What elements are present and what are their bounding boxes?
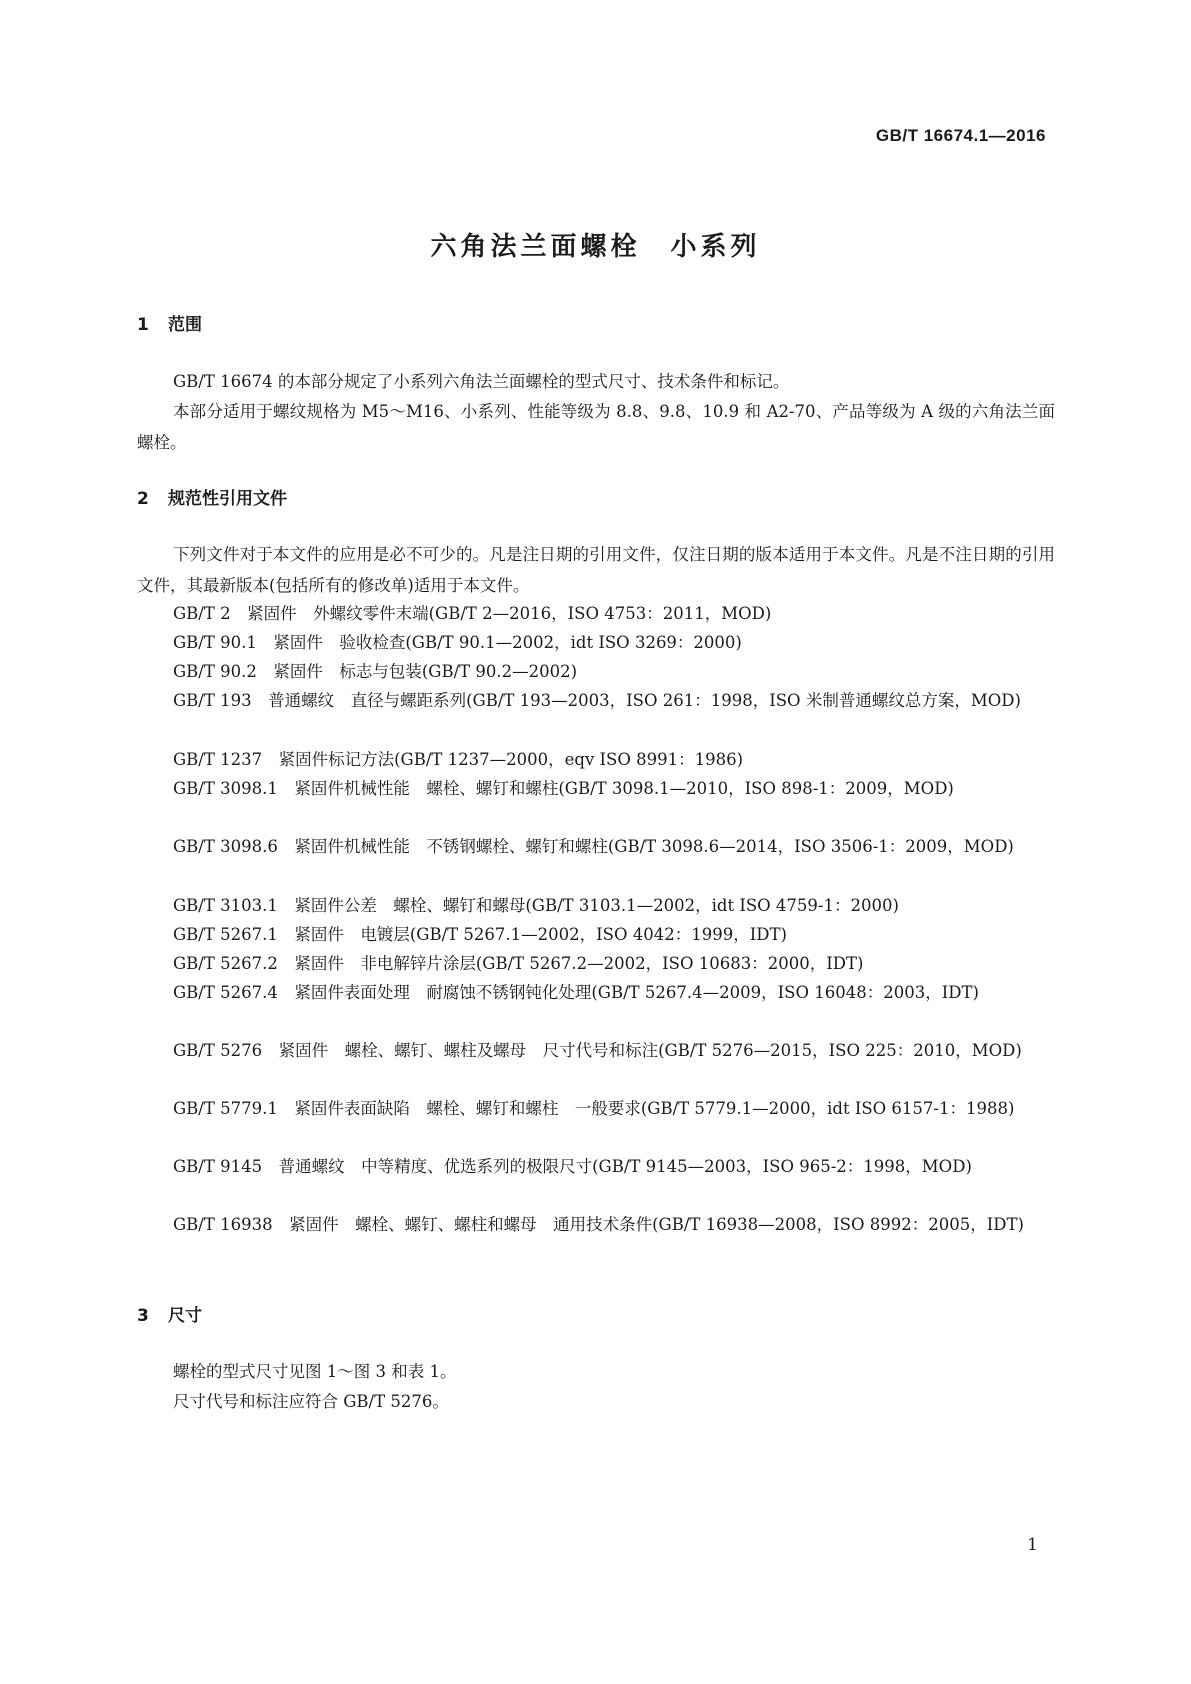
section-number: 2 bbox=[137, 489, 149, 509]
section-heading-dimensions bbox=[137, 1301, 202, 1326]
reference-item: GB/T 5779.1 紧固件表面缺陷 螺栓、螺钉和螺柱 一般要求(GB/T 5779.1—2000，idt ISO 6157-1：1988) bbox=[173, 1099, 1015, 1118]
section-number: 3 bbox=[137, 1306, 149, 1326]
standard-number: GB/T 16674.1—2016 bbox=[875, 126, 1046, 145]
reference-item: GB/T 1237 紧固件标记方法(GB/T 1237—2000，eqv ISO 8991：1986) bbox=[173, 750, 744, 769]
paragraph: 尺寸代号和标注应符合 GB/T 5276。 bbox=[173, 1392, 449, 1411]
reference-item: GB/T 5276 紧固件 螺栓、螺钉、螺柱及螺母 尺寸代号和标注(GB/T 5276—2015，ISO 225：2010，MOD) bbox=[173, 1041, 1022, 1060]
reference-item: GB/T 193 普通螺纹 直径与螺距系列(GB/T 193—2003，ISO 261：1998，ISO 米制普通螺纹总方案，MOD) bbox=[173, 691, 1021, 710]
reference-item: GB/T 16938 紧固件 螺栓、螺钉、螺柱和螺母 通用技术条件(GB/T 16938—2008，ISO 8992：2005，IDT) bbox=[173, 1215, 1024, 1234]
section-heading-scope bbox=[137, 310, 202, 335]
reference-item: GB/T 90.2 紧固件 标志与包装(GB/T 90.2—2002) bbox=[173, 662, 578, 681]
section-title: 规范性引用文件 bbox=[168, 489, 287, 509]
reference-item: GB/T 3098.1 紧固件机械性能 螺栓、螺钉和螺柱(GB/T 3098.1—2010，ISO 898-1：2009，MOD) bbox=[173, 779, 954, 798]
reference-item: GB/T 2 紧固件 外螺纹零件末端(GB/T 2—2016，ISO 4753：2011，MOD) bbox=[173, 604, 772, 623]
reference-item: GB/T 5267.4 紧固件表面处理 耐腐蚀不锈钢钝化处理(GB/T 5267.4—2009，ISO 16048：2003，IDT) bbox=[173, 983, 979, 1002]
section-number: 1 bbox=[137, 315, 149, 335]
reference-item: GB/T 3103.1 紧固件公差 螺栓、螺钉和螺母(GB/T 3103.1—2002，idt ISO 4759-1：2000) bbox=[173, 896, 899, 915]
page-number: 1 bbox=[1027, 1535, 1038, 1555]
paragraph: 螺栓的型式尺寸见图 1～图 3 和表 1。 bbox=[173, 1362, 457, 1381]
section-title: 尺寸 bbox=[168, 1306, 202, 1326]
paragraph: GB/T 16674 的本部分规定了小系列六角法兰面螺栓的型式尺寸、技术条件和标记。 bbox=[173, 372, 790, 391]
reference-item: GB/T 9145 普通螺纹 中等精度、优选系列的极限尺寸(GB/T 9145—2003，ISO 965-2：1998，MOD) bbox=[173, 1157, 972, 1176]
paragraph: 下列文件对于本文件的应用是必不可少的。凡是注日期的引用文件，仅注日期的版本适用于本文件。凡是不注日期的引用文件，其最新版本(包括所有的修改单)适用于本文件。 bbox=[137, 545, 1055, 595]
reference-item: GB/T 5267.1 紧固件 电镀层(GB/T 5267.1—2002，ISO 4042：1999，IDT) bbox=[173, 925, 787, 944]
section-title: 范围 bbox=[168, 315, 202, 335]
section-heading-normative-references bbox=[137, 484, 287, 509]
reference-item: GB/T 5267.2 紧固件 非电解锌片涂层(GB/T 5267.2—2002，ISO 10683：2000，IDT) bbox=[173, 954, 864, 973]
reference-item: GB/T 90.1 紧固件 验收检查(GB/T 90.1—2002，idt ISO 3269：2000) bbox=[173, 633, 742, 652]
paragraph: 本部分适用于螺纹规格为 M5～M16、小系列、性能等级为 8.8、9.8、10.9 和 A2-70、产品等级为 A 级的六角法兰面螺栓。 bbox=[137, 402, 1055, 452]
reference-item: GB/T 3098.6 紧固件机械性能 不锈钢螺栓、螺钉和螺柱(GB/T 3098.6—2014，ISO 3506-1：2009，MOD) bbox=[173, 837, 1014, 856]
document-title: 六角法兰面螺栓 小系列 bbox=[430, 232, 761, 262]
